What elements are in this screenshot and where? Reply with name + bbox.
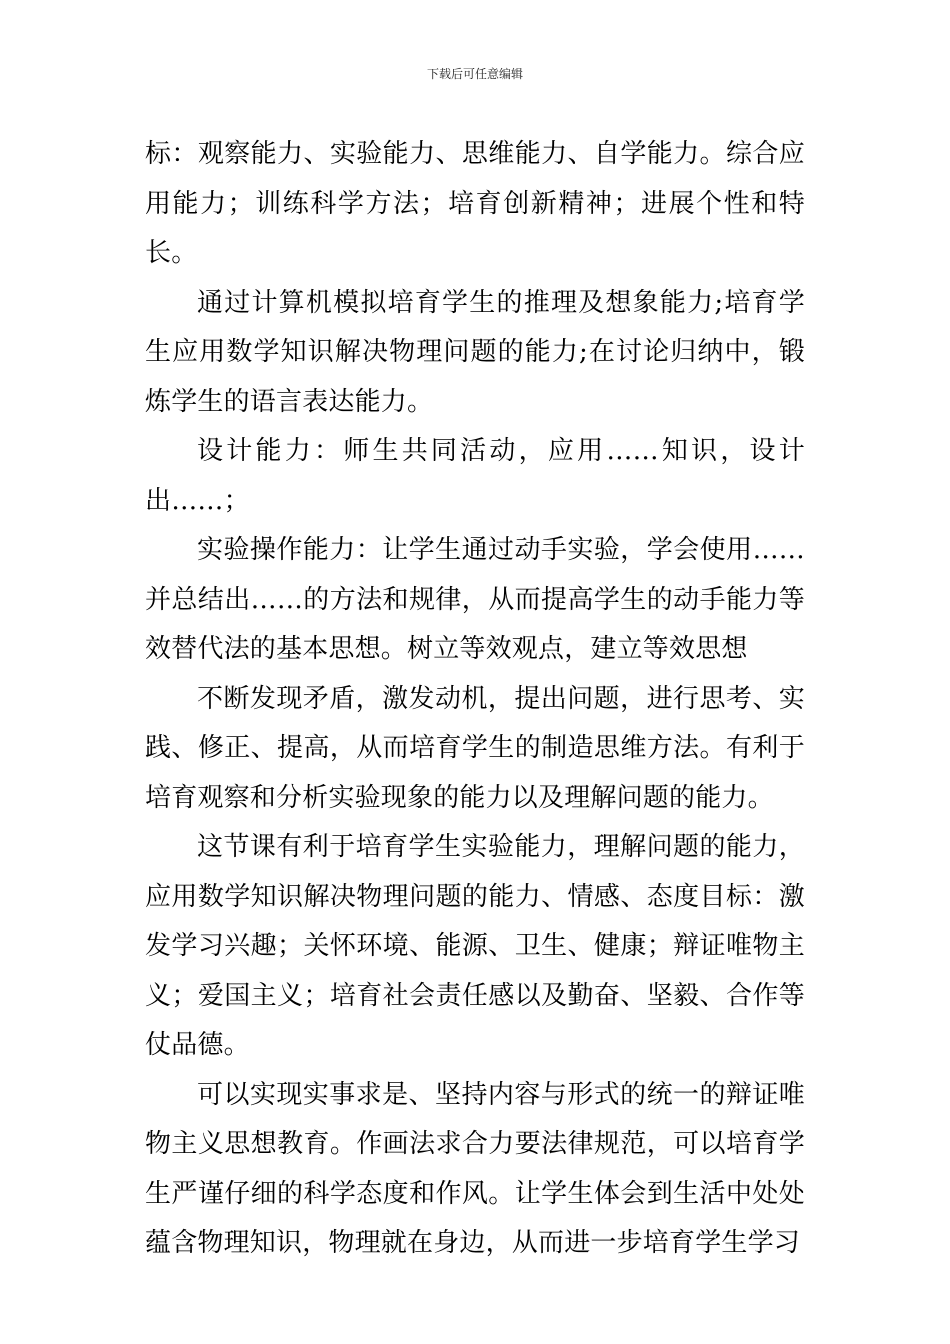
- paragraph-6: 这节课有利于培育学生实验能力，理解问题的能力，应用数学知识解决物理问题的能力、情感、态度目标：激发学习兴趣；关怀环境、能源、卫生、健康；辩证唯物主义；爱国主义；培育社会责任感以及勤奋、坚毅、合作等仗品德。: [145, 832, 805, 1060]
- paragraph-3: 设计能力：师生共同活动，应用……知识，设计出……；: [145, 436, 805, 516]
- header-note: 下载后可任意编辑: [426, 67, 523, 81]
- paragraph-5: 不断发现矛盾，激发动机，提出问题，进行思考、实践、修正、提高，从而培育学生的制造思维方法。有利于培育观察和分析实验现象的能力以及理解问题的能力。: [145, 683, 805, 813]
- paragraph-2: 通过计算机模拟培育学生的推理及想象能力;培育学生应用数学知识解决物理问题的能力;在讨论归纳中，锻炼学生的语言表达能力。: [145, 287, 805, 417]
- paragraph-7: 可以实现实事求是、坚持内容与形式的统一的辩证唯物主义思想教育。作画法求合力要法律规范，可以培育学生严谨仔细的科学态度和作风。让学生体会到生活中处处蕴含物理知识，物理就在身边，从而进一步培育学生学习: [145, 1079, 805, 1258]
- paragraph-4: 实验操作能力：让学生通过动手实验，学会使用……并总结出……的方法和规律，从而提高学生的动手能力等效替代法的基本思想。树立等效观点，建立等效思想: [145, 535, 805, 664]
- paragraph-1: 标：观察能力、实验能力、思维能力、自学能力。综合应用能力；训练科学方法；培育创新精神；进展个性和特长。: [145, 139, 805, 268]
- body-text: [145, 130, 805, 1269]
